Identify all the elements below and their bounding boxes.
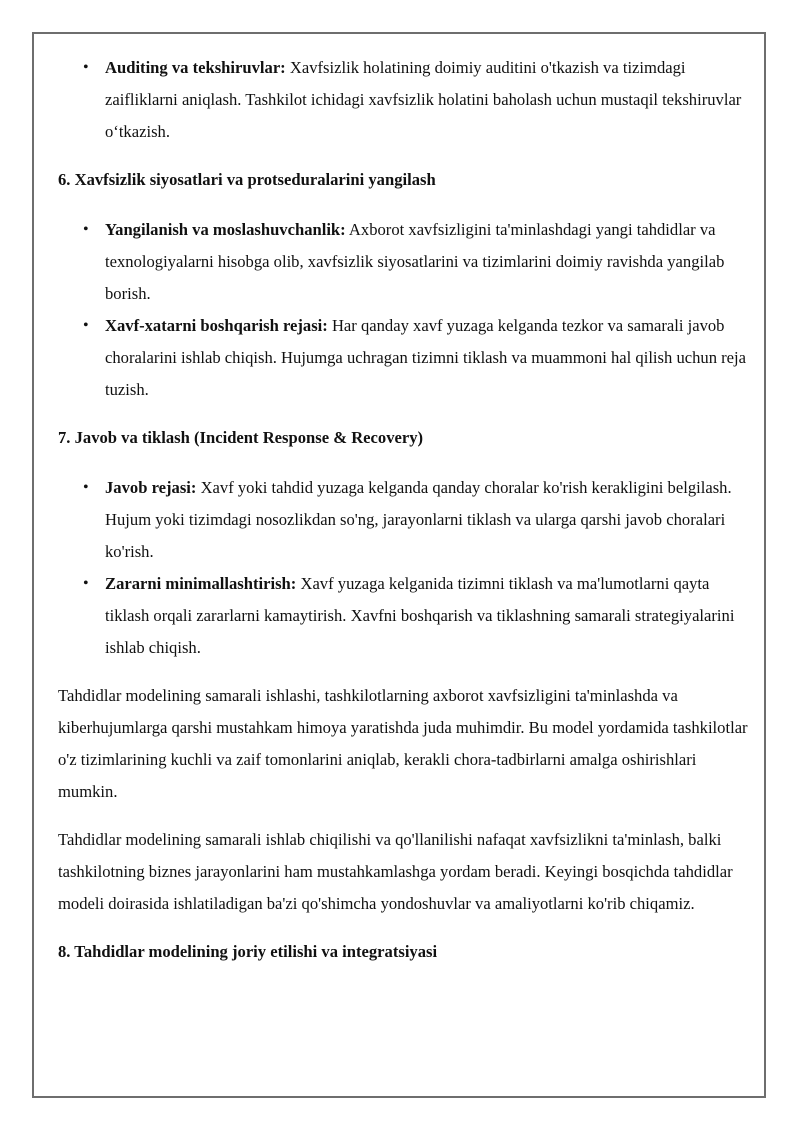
- list-item-xavf-xatar: [58, 310, 748, 406]
- list-item-text: Axborot xavfsizligini ta'minlashdagi yangi tahdidlar va texnologiyalarni hisobga olib, xavfsizlik siyosatlarini va tizimlarini doimiy ravishda yangilab borish.: [105, 220, 725, 303]
- list-item-text: Xavf yuzaga kelganida tizimni tiklash va ma'lumotlarni qayta tiklash orqali zararlarni kamaytirish. Xavfni boshqarish va tiklashning samarali strategiyalarini ishlab chiqish.: [105, 574, 735, 657]
- list-item-title: Yangilanish va moslashuvchanlik:: [105, 220, 346, 239]
- list-item-auditing: [58, 52, 748, 148]
- list-item-zararni: [58, 568, 748, 664]
- bullet-list-section-6: [58, 214, 748, 406]
- section-7-heading: 7. Javob va tiklash (Incident Response & Recovery): [58, 428, 424, 447]
- section-6-heading: 6. Xavfsizlik siyosatlari va protseduralarini yangilash: [58, 170, 436, 189]
- list-item-yangilanish: [58, 214, 748, 310]
- list-item-title: Auditing va tekshiruvlar:: [105, 58, 286, 77]
- list-item-title: Zararni minimallashtirish:: [105, 574, 297, 593]
- list-item-text: Xavf yoki tahdid yuzaga kelganda qanday choralar ko'rish kerakligini belgilash. Hujum yoki tizimdagi nosozlikdan so'ng, jarayonlarni tiklash va ularga qarshi javob choralari ko'rish.: [105, 478, 732, 561]
- paragraph-2: Tahdidlar modelining samarali ishlab chiqilishi va qo'llanilishi nafaqat xavfsizlikni ta'minlash, balki tashkilotning biznes jarayonlarini ham mustahkamlashga yordam beradi. Keyingi bosqichda tahdidlar modeli doirasida ishlatiladigan ba'zi qo'shimcha yondoshuvlar va amaliyotlarni ko'rib chiqamiz.: [58, 830, 733, 913]
- list-item-title: Xavf-xatarni boshqarish rejasi:: [105, 316, 328, 335]
- bullet-list-top: [58, 52, 748, 148]
- list-item-javob-rejasi: [58, 472, 748, 568]
- document-body: [58, 52, 748, 968]
- section-8-heading: 8. Tahdidlar modelining joriy etilishi va integratsiyasi: [58, 942, 438, 961]
- list-item-text: Har qanday xavf yuzaga kelganda tezkor va samarali javob choralarini ishlab chiqish. Hujumga uchragan tizimni tiklash va muammoni hal qilish uchun reja tuzish.: [105, 316, 747, 399]
- bullet-list-section-7: [58, 472, 748, 664]
- list-item-text: Xavfsizlik holatining doimiy auditini o'tkazish va tizimdagi zaifliklarni aniqlash. Tashkilot ichidagi xavfsizlik holatini baholash uchun mustaqil tekshiruvlar o‘tkazish.: [105, 58, 742, 141]
- list-item-title: Javob rejasi:: [105, 478, 197, 497]
- paragraph-1: Tahdidlar modelining samarali ishlashi, tashkilotlarning axborot xavfsizligini ta'minlashda va kiberhujumlarga qarshi mustahkam himoya yaratishda juda muhimdir. Bu model yordamida tashkilotlar o'z tizimlarining kuchli va zaif tomonlarini aniqlab, kerakli chora-tadbirlarni amalga oshirishlari mumkin.: [58, 686, 748, 801]
